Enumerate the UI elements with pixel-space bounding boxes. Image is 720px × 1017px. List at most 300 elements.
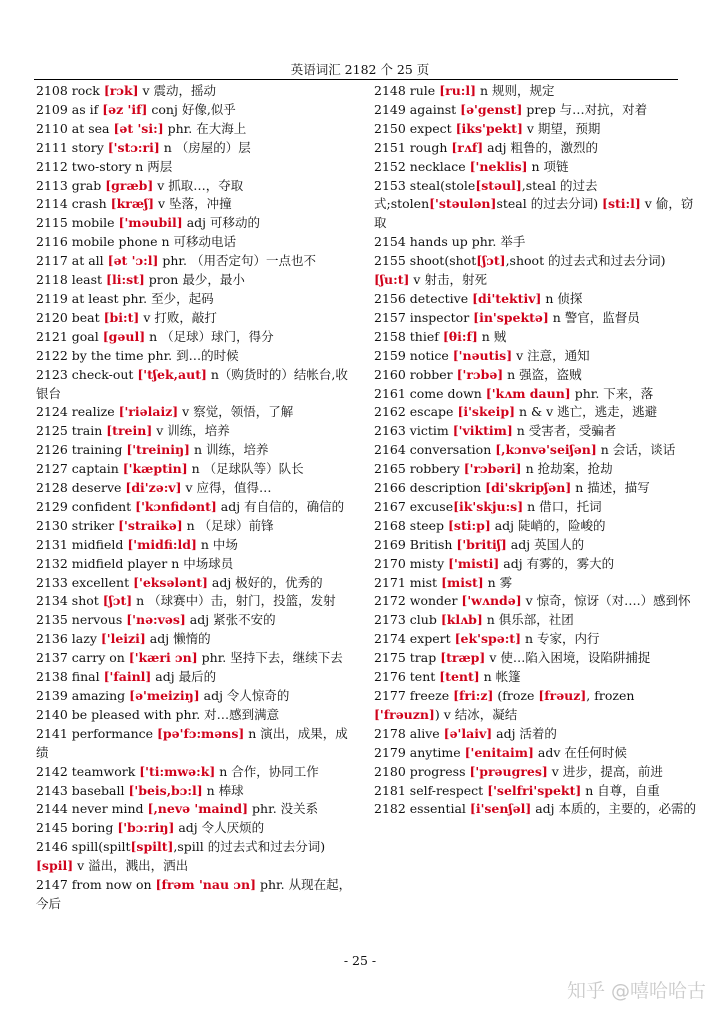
phonetic: [spilt]: [130, 839, 174, 855]
vocab-entry: [36, 403, 358, 422]
phonetic: [ə'laiv]: [443, 725, 493, 741]
entry-text: n （足球）球门，得分: [145, 328, 274, 344]
vocab-entry: [374, 158, 696, 177]
entry-text: adj 活着的: [492, 725, 557, 741]
phonetic: [ət 'ɔ:l]: [107, 253, 159, 269]
entry-text: (froze: [493, 688, 539, 703]
entry-text: 2168 steep: [374, 517, 448, 533]
entry-text: 2116 mobile phone n 可移动电话: [36, 234, 237, 250]
entry-text: 2155 shoot(shot: [374, 253, 477, 269]
entry-text: n 训练，培养: [189, 442, 269, 458]
phonetic: [ek'spə:t]: [454, 631, 521, 647]
entry-text: pron 最少，最小: [144, 272, 245, 288]
entry-text: 2164 conversation: [374, 442, 496, 458]
phonetic: ['neklis]: [469, 158, 528, 174]
entry-text: 2175 trap: [374, 650, 441, 666]
vocab-entry: [36, 592, 358, 611]
entry-text: ,spill 的过去式和过去分词): [173, 839, 326, 855]
phonetic: ['beis,bɔ:l]: [128, 782, 203, 798]
vocab-entry: [36, 574, 358, 593]
phonetic: [li:st]: [106, 272, 145, 288]
entry-text: 2181 self-respect: [374, 782, 488, 798]
vocab-entry: [374, 630, 696, 649]
vocab-entry: [36, 271, 358, 290]
phonetic: [ru:l]: [439, 83, 477, 98]
phonetic: [,nevə 'maind]: [147, 801, 249, 817]
entry-text: 2113 grab: [36, 177, 106, 193]
entry-text: n 雾: [483, 574, 513, 590]
entry-text: steal 的过去分词): [496, 196, 603, 212]
vocab-entry: [36, 668, 358, 687]
entry-text: n 规则，规定: [476, 83, 555, 98]
phonetic: ['leizi]: [100, 631, 146, 647]
vocab-entry: [374, 82, 696, 101]
phonetic: ['məubil]: [118, 215, 183, 231]
entry-text: 2148 rule: [374, 83, 440, 98]
entry-text: 2147 from now on: [36, 877, 156, 893]
phonetic: [kræʃ]: [110, 196, 155, 212]
vocab-entry: [36, 158, 358, 177]
entry-text: 2140 be pleased with phr. 对…感到满意: [36, 706, 280, 722]
phonetic: [ik'skju:s]: [453, 498, 524, 514]
entry-text: n 棒球: [202, 782, 244, 798]
entry-text: 2131 midfield: [36, 536, 128, 552]
entry-text: n （球赛中）击，射门，投篮，发射: [132, 593, 336, 609]
vocab-entry: [36, 498, 358, 517]
vocab-entry: [374, 290, 696, 309]
entry-text: 2166 description: [374, 480, 486, 496]
phonetic: ['frəuzn]: [374, 706, 435, 722]
entry-text: 2154 hands up phr. 举手: [374, 234, 526, 250]
phonetic: [gəul]: [102, 328, 146, 344]
vocab-entry: [36, 177, 358, 196]
entry-text: 2170 misty: [374, 555, 449, 571]
entry-text: v 抓取…，夺取: [153, 177, 244, 193]
entry-text: 2126 training: [36, 442, 127, 458]
vocab-entry: [374, 177, 696, 234]
phonetic: ['enitaim]: [464, 744, 534, 760]
entry-text: 2179 anytime: [374, 744, 465, 760]
entry-text: adj 可移动的: [182, 215, 260, 231]
phonetic: [tent]: [439, 669, 480, 685]
entry-text: 2129 confident: [36, 498, 136, 514]
phonetic: ['britiʃ]: [456, 536, 507, 552]
vocab-entry: [374, 385, 696, 404]
vocab-entry: [374, 479, 696, 498]
entry-text: n 受害者，受骗者: [512, 423, 617, 439]
vocab-entry: [36, 517, 358, 536]
entry-text: 2127 captain: [36, 461, 123, 477]
entry-text: 2135 nervous: [36, 612, 127, 628]
entry-text: n 帐篷: [479, 669, 521, 685]
vocab-entry: [36, 763, 358, 782]
phonetic: ['rɔbə]: [456, 366, 504, 382]
entry-text: 2156 detective: [374, 290, 473, 306]
entry-text: 2151 rough: [374, 139, 452, 155]
phonetic: [ət 'si:]: [113, 120, 164, 136]
phonetic: ['fainl]: [103, 669, 152, 685]
entry-text: v 打败，敲打: [139, 309, 217, 325]
entry-text: 2110 at sea: [36, 120, 114, 136]
phonetic: ['wʌndə]: [461, 593, 522, 609]
vocab-entry: [374, 498, 696, 517]
page-number: - 25 -: [343, 953, 377, 968]
entry-text: n 侦探: [541, 290, 583, 306]
entry-text: phr. 没关系: [248, 801, 319, 817]
entry-text: n 中场: [196, 536, 238, 552]
entry-text: 2124 realize: [36, 404, 119, 420]
entry-text: n 强盗，盗贼: [503, 366, 582, 382]
entry-text: 2146 spill(spilt: [36, 839, 131, 855]
phonetic: ['stəulən]: [429, 196, 497, 212]
entry-text: n 自尊，自重: [581, 782, 660, 798]
vocab-entry: [36, 441, 358, 460]
phonetic: ['ti:mwə:k]: [139, 763, 216, 779]
entry-text: 2144 never mind: [36, 801, 148, 817]
entry-text: 2112 two-story n 两层: [36, 158, 173, 174]
entry-text: 2137 carry on: [36, 650, 129, 666]
vocab-entry: [374, 422, 696, 441]
vocab-entry: [36, 252, 358, 271]
entry-text: adj 懒惰的: [145, 631, 211, 647]
entry-text: 2122 by the time phr. 到…的时候: [36, 347, 239, 363]
phonetic: [ʃu:t]: [374, 272, 410, 288]
entry-text: 2158 thief: [374, 328, 443, 344]
watermark: 知乎 @嘻哈哈古: [566, 980, 706, 1002]
entry-text: 2159 notice: [374, 347, 453, 363]
phonetic: ['straikə]: [118, 517, 183, 533]
phonetic: [træp]: [440, 650, 486, 666]
vocab-entry: [374, 252, 696, 290]
vocab-entry: [36, 328, 358, 347]
entry-text: 2182 essential: [374, 801, 470, 817]
entry-text: n 合作，协同工作: [215, 763, 319, 779]
phonetic: ['eksələnt]: [133, 574, 208, 590]
entry-text: n （足球队等）队长: [187, 461, 304, 477]
entry-text: phr. （用否定句）一点也不: [158, 253, 316, 269]
vocab-entry: [374, 403, 696, 422]
entry-text: conj 好像,似乎: [147, 101, 236, 117]
vocab-entry: [36, 195, 358, 214]
entry-text: 2121 goal: [36, 328, 103, 344]
vocab-entry: [36, 101, 358, 120]
phonetic: [,kɔnvə'seiʃən]: [495, 442, 597, 458]
vocab-entry: [36, 819, 358, 838]
phonetic: [in'spektə]: [473, 309, 549, 325]
entry-text: n 项链: [527, 158, 569, 174]
vocab-entry: [374, 782, 696, 801]
phonetic: [klʌb]: [440, 612, 483, 628]
phonetic: ['kʌm daun]: [485, 385, 571, 401]
entry-text: 2165 robbery: [374, 461, 464, 477]
vocab-entry: [36, 347, 358, 366]
entry-text: adj 极好的，优秀的: [207, 574, 323, 590]
vocab-entry: [36, 366, 358, 404]
vocab-entry: [36, 422, 358, 441]
entry-text: 2132 midfield player n 中场球员: [36, 555, 234, 571]
vocab-entry: [36, 233, 358, 252]
vocab-entry: [374, 574, 696, 593]
vocab-entry: [36, 725, 358, 763]
entry-text: v 偷，窃取: [374, 196, 694, 231]
entry-text: 2142 teamwork: [36, 763, 140, 779]
phonetic: ['selfri'spekt]: [487, 782, 582, 798]
entry-text: 2161 come down: [374, 385, 486, 401]
entry-text: 2162 escape: [374, 404, 458, 420]
entry-text: 2157 inspector: [374, 309, 474, 325]
vocab-entry: [374, 763, 696, 782]
vocab-entry: [374, 536, 696, 555]
entry-text: 2123 check-out: [36, 366, 138, 382]
phonetic: ['rɔbəri]: [463, 461, 522, 477]
entry-text: n 贼: [477, 328, 507, 344]
entry-text: v 惊奇，惊讶（对….）感到怀: [521, 593, 691, 609]
phonetic: ['tʃek,aut]: [137, 366, 207, 382]
phonetic: [ʃɔt]: [476, 253, 506, 269]
phonetic: [græb]: [105, 177, 154, 193]
entry-text: 2117 at all: [36, 253, 108, 269]
vocab-entry: [36, 290, 358, 309]
entry-text: n（购货时的）结帐台,收银台: [36, 366, 348, 401]
phonetic: ['misti]: [448, 555, 500, 571]
entry-text: n 抢劫案，抢劫: [521, 461, 613, 477]
entry-text: 2180 progress: [374, 763, 470, 779]
entry-text: 2152 necklace: [374, 158, 470, 174]
entry-text: 2160 robber: [374, 366, 457, 382]
entry-text: adj 令人厌烦的: [174, 820, 265, 836]
entry-text: 2139 amazing: [36, 688, 130, 703]
phonetic: [ʃɔt]: [102, 593, 133, 609]
phonetic: [di'zə:v]: [125, 480, 182, 496]
phonetic: [pə'fɔ:məns]: [157, 725, 245, 741]
phonetic: ['riəlaiz]: [118, 404, 179, 420]
entry-text: 2150 expect: [374, 120, 456, 136]
entry-text: n & v 逃亡，逃走，逃避: [514, 404, 658, 420]
entry-text: n 专家，内行: [521, 631, 600, 647]
vocab-entry: [374, 517, 696, 536]
entry-text: 2172 wonder: [374, 593, 462, 609]
vocab-entry: [374, 139, 696, 158]
entry-text: 2118 least: [36, 272, 107, 288]
entry-text: n 警官，监督员: [548, 309, 640, 325]
phonetic: [spil]: [36, 858, 74, 874]
entry-text: 2128 deserve: [36, 480, 126, 496]
entry-text: , frozen: [586, 688, 639, 703]
vocab-entry: [374, 800, 696, 819]
entry-text: adv 在任何时候: [533, 744, 627, 760]
entry-text: 2145 boring: [36, 820, 118, 836]
entry-text: n （足球）前锋: [182, 517, 274, 533]
entry-text: adj 有雾的，雾大的: [499, 555, 615, 571]
phonetic: [rɔk]: [103, 83, 139, 98]
vocab-entry: [36, 649, 358, 668]
phonetic: ['stɔ:ri]: [107, 139, 160, 155]
entry-text: 2114 crash: [36, 196, 111, 212]
phonetic: [mist]: [441, 574, 484, 590]
vocab-entry: [36, 782, 358, 801]
phonetic: [sti:p]: [448, 517, 491, 533]
vocab-entry: [374, 233, 696, 252]
vocab-entry: [36, 611, 358, 630]
entry-text: 2138 final: [36, 669, 104, 685]
vocab-entry: [374, 555, 696, 574]
entry-text: adj 本质的，主要的，必需的: [531, 801, 697, 817]
vocab-entry: [374, 649, 696, 668]
entry-text: 2176 tent: [374, 669, 440, 685]
phonetic: ['viktim]: [452, 423, 513, 439]
left-column: [36, 82, 358, 914]
vocab-entry: [36, 139, 358, 158]
entry-text: v 溢出，溅出，洒出: [73, 858, 189, 874]
vocab-entry: [374, 668, 696, 687]
vocab-entry: [36, 120, 358, 139]
vocab-entry: [36, 800, 358, 819]
entry-text: v 震动，摇动: [138, 83, 217, 98]
entry-text: n 描述，描写: [571, 480, 650, 496]
entry-text: 2177 freeze: [374, 688, 454, 703]
vocab-entry: [374, 592, 696, 611]
phonetic: [fri:z]: [453, 688, 494, 703]
entry-text: 2134 shot: [36, 593, 103, 609]
entry-text: ) v 结冰，凝结: [434, 706, 518, 722]
phonetic: [i'senʃəl]: [469, 801, 532, 817]
entry-text: 2143 baseball: [36, 782, 129, 798]
entry-text: ,steal 的过去式;stolen: [374, 177, 598, 212]
vocab-entry: [374, 725, 696, 744]
entry-text: 2133 excellent: [36, 574, 134, 590]
entry-text: n 演出，成果，成绩: [36, 725, 348, 760]
entry-text: v 坠落，冲撞: [154, 196, 232, 212]
phonetic: ['prəugres]: [469, 763, 548, 779]
entry-text: 2167 excuse: [374, 498, 454, 514]
entry-text: adj 英国人的: [506, 536, 585, 552]
vocab-entry: [36, 82, 358, 101]
entry-text: adj 令人惊奇的: [199, 688, 290, 703]
phonetic: ['nə:vəs]: [126, 612, 186, 628]
entry-text: v 射击，射死: [409, 272, 487, 288]
entry-text: 2109 as if: [36, 101, 103, 117]
vocab-entry: [374, 328, 696, 347]
entry-text: v 注意，通知: [512, 347, 590, 363]
entry-text: 2178 alive: [374, 725, 444, 741]
entry-text: adj 最后的: [151, 669, 217, 685]
vocab-entry: [36, 630, 358, 649]
entry-text: adj 粗鲁的，激烈的: [483, 139, 598, 155]
entry-text: n （房屋的）层: [159, 139, 251, 155]
entry-text: v 使…陷入困境，设陷阱捕捉: [485, 650, 651, 666]
vocab-entry: [374, 347, 696, 366]
phonetic: ['kæri ɔn]: [128, 650, 198, 666]
entry-text: v 进步，提高，前进: [547, 763, 663, 779]
phonetic: [sti:l]: [602, 196, 641, 212]
vocab-entry: [374, 687, 696, 725]
entry-text: 2149 against: [374, 101, 461, 117]
phonetic: ['kæptin]: [122, 461, 188, 477]
phonetic: ['treiniŋ]: [126, 442, 190, 458]
vocab-entry: [36, 838, 358, 876]
entry-text: ,shoot 的过去式和过去分词): [505, 253, 666, 269]
entry-text: phr. 坚持下去，继续下去: [197, 650, 343, 666]
phonetic: [di'skripʃən]: [485, 480, 572, 496]
vocab-entry: [374, 101, 696, 120]
entry-text: adj 有自信的，确信的: [216, 498, 345, 514]
entry-text: 2130 striker: [36, 517, 119, 533]
phonetic: [frəm 'nau ɔn]: [155, 877, 257, 893]
entry-text: 2119 at least phr. 至少，起码: [36, 290, 214, 306]
entry-text: 2174 expert: [374, 631, 455, 647]
vocab-entry: [36, 706, 358, 725]
page-header: 英语词汇 2182 个 25 页: [290, 62, 430, 77]
header-rule: [34, 79, 678, 80]
vocab-entry: [36, 479, 358, 498]
vocab-entry: [374, 460, 696, 479]
vocab-entry: [374, 611, 696, 630]
phonetic: ['kɔnfidənt]: [135, 498, 217, 514]
entry-text: n 俱乐部，社团: [482, 612, 574, 628]
entry-text: adj 陡峭的，险峻的: [490, 517, 606, 533]
entry-text: 2173 club: [374, 612, 441, 628]
phonetic: [ə'genst]: [460, 101, 523, 117]
phonetic: [trein]: [106, 423, 153, 439]
entry-text: 2120 beat: [36, 309, 104, 325]
entry-text: 2153 steal(stole: [374, 177, 476, 193]
vocab-entry: [36, 536, 358, 555]
right-column: [374, 82, 696, 819]
phonetic: [i'skeip]: [457, 404, 515, 420]
phonetic: [frəuz]: [538, 688, 587, 703]
entry-text: 2141 performance: [36, 725, 158, 741]
phonetic: ['nəutis]: [452, 347, 513, 363]
entry-text: v 应得，值得…: [181, 480, 272, 496]
phonetic: [əz 'if]: [102, 101, 148, 117]
vocab-entry: [36, 687, 358, 706]
entry-text: 2111 story: [36, 139, 108, 155]
vocab-entry: [374, 120, 696, 139]
entry-text: 2171 mist: [374, 574, 442, 590]
entry-text: phr. 从现在起，今后: [36, 877, 352, 911]
entry-text: 2169 British: [374, 536, 457, 552]
entry-text: v 察觉，领悟，了解: [178, 404, 294, 420]
vocab-entry: [36, 460, 358, 479]
vocab-entry: [374, 309, 696, 328]
phonetic: [ə'meiziŋ]: [129, 688, 200, 703]
entry-text: n 借口，托词: [523, 498, 602, 514]
entry-text: adj 紧张不安的: [185, 612, 276, 628]
phonetic: [rʌf]: [451, 139, 484, 155]
phonetic: [bi:t]: [103, 309, 140, 325]
vocab-entry: [374, 744, 696, 763]
vocab-entry: [36, 309, 358, 328]
phonetic: [di'tektiv]: [472, 290, 542, 306]
entry-text: phr. 下来，落: [570, 385, 654, 401]
entry-text: 2115 mobile: [36, 215, 119, 231]
entry-text: prep 与…对抗，对着: [522, 101, 648, 117]
entry-text: 2163 victim: [374, 423, 453, 439]
entry-text: 2108 rock: [36, 83, 104, 98]
vocab-entry: [36, 555, 358, 574]
entry-text: v 期望，预期: [522, 120, 601, 136]
vocab-entry: [374, 366, 696, 385]
entry-text: 2136 lazy: [36, 631, 101, 647]
phonetic: [iks'pekt]: [455, 120, 523, 136]
phonetic: ['midfi:ld]: [127, 536, 197, 552]
vocab-entry: [36, 876, 358, 914]
entry-text: 2125 train: [36, 423, 107, 439]
entry-text: phr. 在大海上: [163, 120, 247, 136]
phonetic: ['bɔ:riŋ]: [117, 820, 175, 836]
vocab-entry: [374, 441, 696, 460]
phonetic: [stəul]: [475, 177, 522, 193]
